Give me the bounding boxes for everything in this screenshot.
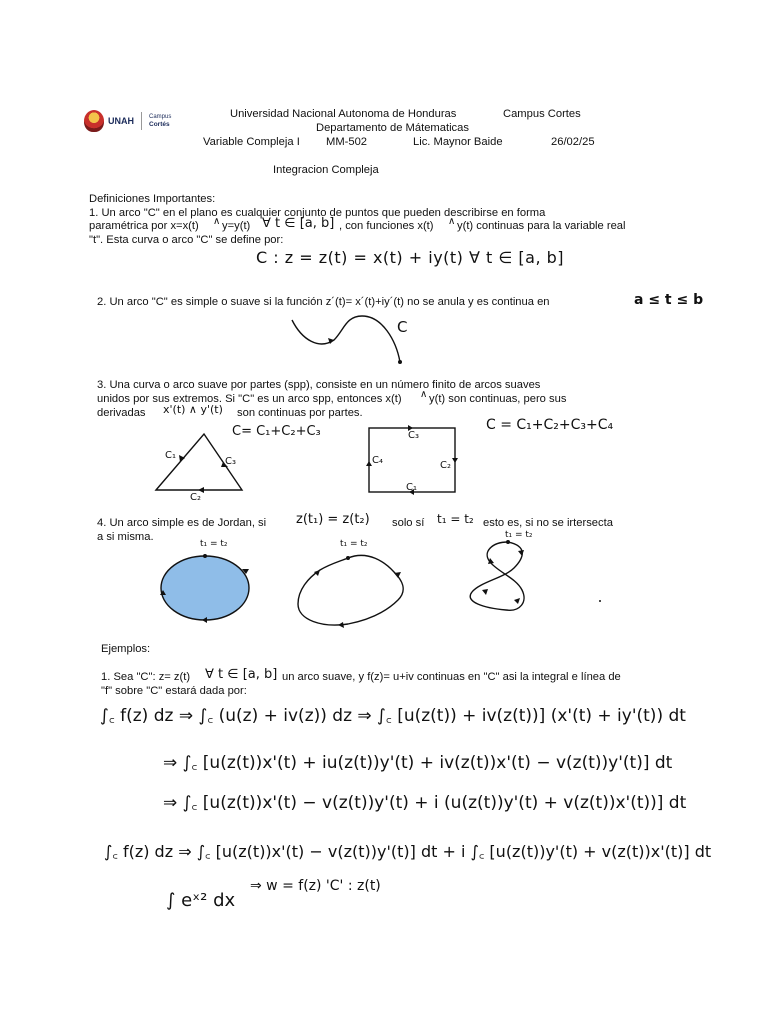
- def1-line2b: y=y(t): [222, 220, 251, 232]
- def3-derivatives: x'(t) ∧ y'(t): [163, 403, 223, 416]
- page-title: Integracion Compleja: [273, 164, 379, 176]
- equation-line-1: ∫꜀ f(z) dz ⇒ ∫꜀ (u(z) + iv(z)) dz ⇒ ∫꜀ [u(z(t)) + iv(z(t))] (x'(t) + iy'(t)) dt: [100, 706, 686, 726]
- equation-line-4: ∫꜀ f(z) dz ⇒ ∫꜀ [u(z(t))x'(t) − v(z(t))y'(t)] dt + i ∫꜀ [u(z(t))y'(t) + v(z(t))x'(t)] dt: [104, 842, 712, 861]
- def2-range: a ≤ t ≤ b: [634, 292, 704, 308]
- department-name: Departamento de Mátematicas: [316, 122, 469, 134]
- def1-line2a: paramétrica por x=x(t): [89, 220, 199, 232]
- equation-line-3: ⇒ ∫꜀ [u(z(t))x'(t) − v(z(t))y'(t) + i (u(z(t))y'(t) + v(z(t))x'(t))] dt: [163, 793, 687, 813]
- def4-z-equation: z(t₁) = z(t₂): [296, 512, 370, 527]
- def3-and-symbol: ∧: [420, 389, 428, 400]
- def1-and-symbol: ∧: [213, 216, 221, 227]
- def3-line2: unidos por sus extremos. Si "C" es un arco spp, entonces x(t): [97, 393, 402, 405]
- logo-campus: [149, 114, 171, 129]
- equation-line-5a: ∫ eˣ² dx: [166, 890, 236, 911]
- def4-part-a: 4. Un arco simple es de Jordan, si: [97, 517, 267, 529]
- jordan-closed-curve-figure: [290, 548, 410, 630]
- triangle-label-c2: C₂: [190, 492, 201, 503]
- course-name: Variable Compleja I: [203, 136, 300, 148]
- logo-divider: [141, 112, 142, 130]
- unah-seal-icon: [84, 110, 104, 132]
- example1-part-b: un arco suave, y f(z)= u+iv continuas en "C" asi la integral e línea de: [282, 671, 621, 683]
- def1-forall-range: ∀ t ∈ [a, b]: [262, 216, 335, 231]
- def4-part-b: solo sí: [392, 517, 425, 529]
- triangle-label-c3: C₃: [225, 456, 236, 467]
- square-label-c1: C₁: [406, 482, 417, 493]
- def4-line2: a si misma.: [97, 531, 154, 543]
- example1-forall-range: ∀ t ∈ [a, b]: [205, 667, 278, 682]
- stray-dot: [599, 600, 601, 602]
- logo-campus-line1: Campus: [149, 113, 172, 120]
- figure-eight-figure: [460, 538, 560, 614]
- smooth-arc-label: C: [397, 318, 408, 336]
- teacher-name: Lic. Maynor Baide: [413, 136, 503, 148]
- def4-t-equation: t₁ = t₂: [437, 512, 474, 526]
- example1-line2: "f" sobre "C" estará dada por:: [101, 685, 247, 697]
- definitions-heading: Definiciones Importantes:: [89, 193, 216, 205]
- course-code: MM-502: [326, 136, 368, 148]
- equation-line-2: ⇒ ∫꜀ [u(z(t))x'(t) + iu(z(t))y'(t) + iv(z(t))x'(t) − v(z(t))y'(t)] dt: [163, 753, 673, 773]
- square-label-c2: C₂: [440, 460, 451, 471]
- def1-line2c: , con funciones x(t): [339, 220, 434, 232]
- disk-label: t₁ = t₂: [200, 539, 228, 549]
- def3-line2b: y(t) son continuas, pero sus: [429, 393, 567, 405]
- def1-line1: 1. Un arco "C" en el plano es cualquier conjunto de puntos que pueden describirse en forma: [89, 207, 546, 219]
- def1-line3: "t". Esta curva o arco "C" se define por:: [89, 234, 284, 246]
- jordan-disk-figure: [158, 552, 258, 624]
- example1-part-a: 1. Sea "C": z= z(t): [101, 671, 191, 683]
- university-name: Universidad Nacional Autonoma de Honduras: [230, 108, 457, 120]
- def3-line3b: son continuas por partes.: [237, 407, 363, 419]
- triangle-label-c1: C₁: [165, 450, 176, 461]
- def3-line1: 3. Una curva o arco suave por partes (spp), consiste en un número finito de arcos suaves: [97, 379, 541, 391]
- def1-handwritten-equation: C : z = z(t) = x(t) + iy(t) ∀ t ∈ [a, b]: [256, 248, 565, 267]
- def2-text: 2. Un arco "C" es simple o suave si la función z´(t)= x´(t)+iy´(t) no se anula y es continua en: [97, 296, 550, 308]
- triangle-equation: C= C₁+C₂+C₃: [232, 424, 321, 439]
- unah-logo: [84, 104, 204, 138]
- square-label-c4: C₄: [372, 455, 383, 466]
- logo-campus-line2: Cortés: [149, 120, 170, 128]
- def4-part-c: esto es, si no se irtersecta: [483, 517, 613, 529]
- square-label-c3: C₃: [408, 430, 419, 441]
- closed-curve-label: t₁ = t₂: [340, 539, 368, 549]
- campus-name: Campus Cortes: [503, 108, 581, 120]
- def1-line2d: y(t) continuas para la variable real: [457, 220, 626, 232]
- def3-line3a: derivadas: [97, 407, 146, 419]
- logo-name: UNAH: [108, 116, 134, 126]
- examples-heading: Ejemplos:: [101, 643, 151, 655]
- def1-and-symbol-2: ∧: [448, 216, 456, 227]
- equation-line-5b: ⇒ w = f(z) 'C' : z(t): [250, 878, 381, 894]
- square-equation: C = C₁+C₂+C₃+C₄: [486, 417, 614, 433]
- figure-eight-label: t₁ = t₂: [505, 530, 533, 540]
- document-date: 26/02/25: [551, 136, 595, 148]
